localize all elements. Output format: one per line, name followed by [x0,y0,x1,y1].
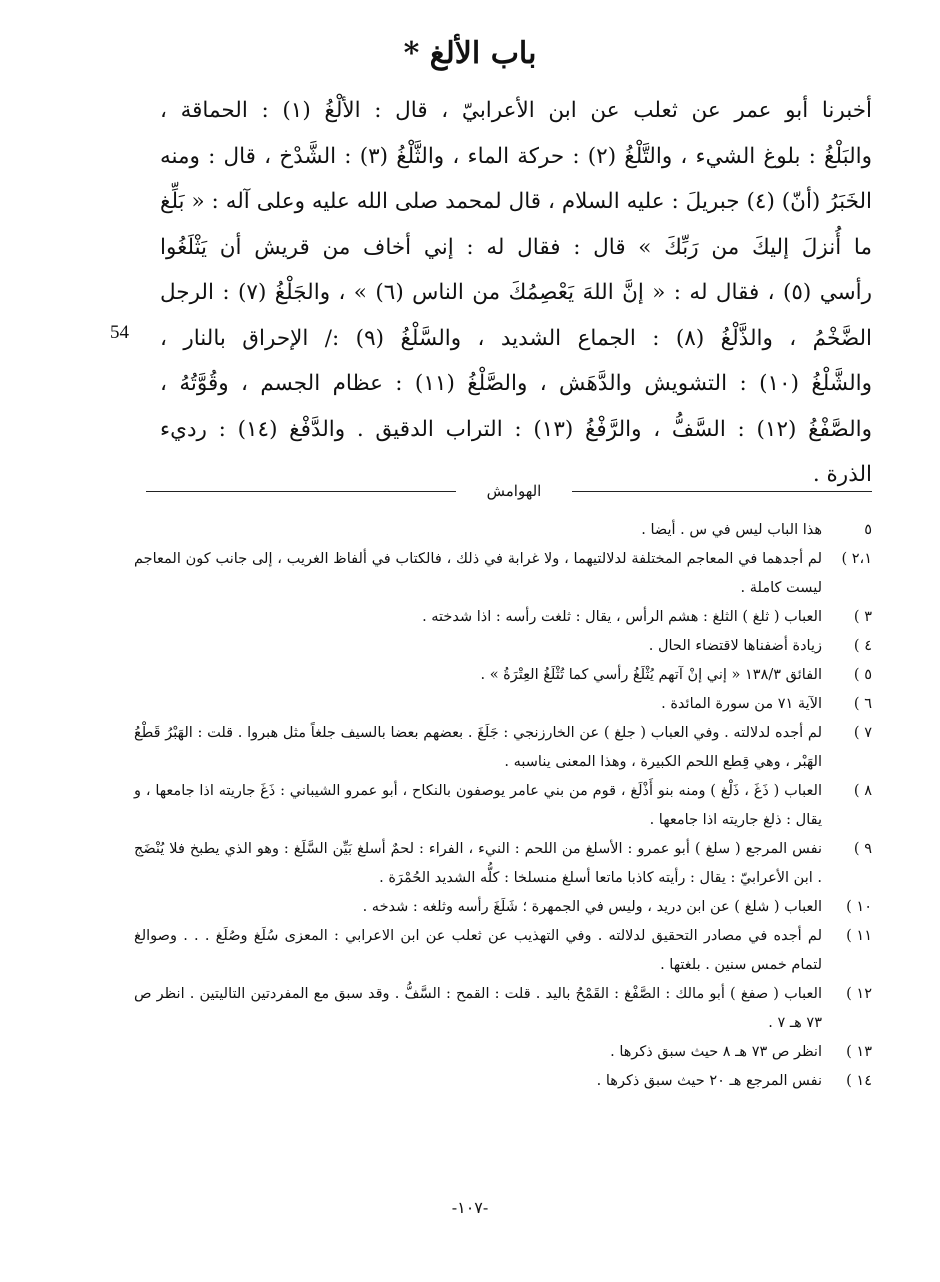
footnote [134,1038,872,1067]
body-line: والصَّفْغُ (١٢) : السَّفُّ ، والرَّفْغُ (١٣) : التراب الدقيق . والدَّفْغ (١٤) : رديء [160,416,872,442]
footnote [134,603,872,632]
margin-page-number: 54 [110,322,129,343]
footnotes [134,516,872,1096]
footnote [134,516,872,545]
footnote-text: هذا الباب ليس في س . أيضا . [641,522,822,538]
footnote [134,1067,872,1096]
body-line: والبَلْغُ : بلوغ الشيء ، والتَّلْغُ (٢) : حركة الماء ، والثَّلْغُ (٣) : الشَّدْخ ، قال : ومنه [160,143,872,169]
footnote-text: العباب ( صفغ ) أبو مالك : الصَّفْغ : القَمْحُ باليد . قلت : القمح : السَّفُّ . وقد سبق مع المفردتين التاليتين . انظر ص ٧٣ هـ ٧ . [134,986,822,1031]
footnote [134,835,872,893]
footnote [134,632,872,661]
footnote-text: انظر ص ٧٣ هـ ٨ حيث سبق ذكرها . [610,1044,822,1060]
footnote-text: العباب ( ثلغ ) الثلغ : هشم الرأس ، يقال : ثلغت رأسه : اذا شدخته . [422,609,822,625]
footnote [134,893,872,922]
footnote-number: ٢،١ ) [841,551,872,567]
body-line: رأسي (٥) ، فقال له : « إنَّ اللهَ يَعْصِمُكَ من الناس (٦) » ، والجَلْغُ (٧) : الرجل [160,280,872,305]
footnote-number: ٣ ) [853,609,872,625]
footnote-number: ٧ ) [853,725,872,741]
footnote-number: ٤ ) [853,638,872,654]
footnote-text: لم أجده في مصادر التحقيق لدلالته . وفي التهذيب عن ثعلب عن ابن الاعرابي : المعزى سُلَغ وصُلَغ . . . وصوالغ لتمام خمس سنين . بلغتها . [134,928,822,973]
divider-rule [572,491,872,492]
body-line: الذرة . [812,462,872,487]
footnote [134,690,872,719]
main-text [160,88,872,498]
body-line: الضَّخْمُ ، والذَّلْغُ (٨) : الجماع الشديد ، والسَّلْغُ (٩) :/ الإحراق بالنار ، [160,325,872,351]
footnote-number: ٥ [864,522,872,538]
footnote-number: ١٢ ) [846,986,872,1002]
page-number: -١٠٧- [451,1198,489,1217]
footnote-number: ٥ ) [853,667,872,683]
footnote [134,980,872,1038]
footnotes-heading: الهوامش [486,482,542,500]
body-line: والشَّلْغُ (١٠) : التشويش والدَّهَش ، والصَّلْغُ (١١) : عظام الجسم ، وقُوَّتُهُ ، [160,371,872,396]
footnote-number: ١٠ ) [846,899,872,915]
footnote-text: لم أجدهما في المعاجم المختلفة لدلالتيهما ، ولا غرابة في ذلك ، فالكتاب في ألفاظ الغريب ، إلى جانب كون المعاجم ليست كاملة . [134,551,822,596]
footnote-text: العباب ( ذَغَ ، ذَلْغ ) ومنه بنو أَذْلَغ ، قوم من بني عامر يوصفون بالنكاح ، أبو عمرو الشيباني : ذَغَ جاريته اذا جامعها ، و يقال : ذلغ جاريته اذا جامعها . [134,783,822,828]
footnote-text: نفس المرجع ( سلغ ) أبو عمرو : الأسلغ من اللحم : النيء ، الفراء : لحمٌ أسلغ بَيِّن السَّلَغ : وهو الذي يطبخ فلا يُنْضَج . ابن الأعرابيّ : يقال : رأيته كاذبا ماتعا أسلغ منسلخا : كلُّه الشديد الحُمْرَة . [134,841,822,886]
footnote-number: ١٣ ) [846,1044,872,1060]
footnote-text: نفس المرجع هـ ٢٠ حيث سبق ذكرها . [596,1073,822,1089]
divider-rule [146,491,456,492]
footnote-number: ٩ ) [853,841,872,857]
chapter-title: باب الألغ * [403,36,537,71]
footnote [134,777,872,835]
body-line: ما أُنزلَ إليكَ من رَبِّكَ » قال : فقال له : إني أخاف من قريش أن يَثْلَغُوا [160,234,872,260]
footnote-number: ١٤ ) [846,1073,872,1089]
body-line: الخَبَرُ (أنّ) (٤) جبريلَ : عليه السلام ، قال لمحمد صلى الله عليه وعلى آله : « بَلِّغ [160,189,872,214]
footnote [134,719,872,777]
footnote-number: ٦ ) [853,696,872,712]
footnote-number: ١١ ) [846,928,872,944]
footnote-number: ٨ ) [853,783,872,799]
footnote [134,661,872,690]
body-line: أخبرنا أبو عمر عن ثعلب عن ابن الأعرابيّ ، قال : الألْغُ (١) : الحماقة ، [160,98,872,123]
footnote-text: الفائق ١٣٨/٣ « إني إنْ آتهم يُثْلَغُ رأسي كما تُثْلَغُ العِتْرَةُ » . [480,667,822,683]
footnote-text: زيادة أضفناها لاقتضاء الحال . [648,638,822,654]
footnote-text: الآية ٧١ من سورة المائدة . [661,696,822,712]
footnote [134,922,872,980]
footnote-text: لم أجده لدلالته . وفي العباب ( جلغ ) عن الخارزنجي : جَلَغَ . بعضهم بعضا بالسيف جلغاً مثل هبروا . قلت : الهَبْرُ قَطْعُ الهَبْر ، وهي قِطع اللحم الكبيرة ، وهذا المعنى يناسبه . [134,725,822,770]
footnotes-divider [146,481,872,501]
footnote-text: العباب ( شلغ ) عن ابن دريد ، وليس في الجمهرة ؛ شَلَغَ رأسه وثلغه : شدخه . [362,899,822,915]
footnote [134,545,872,603]
